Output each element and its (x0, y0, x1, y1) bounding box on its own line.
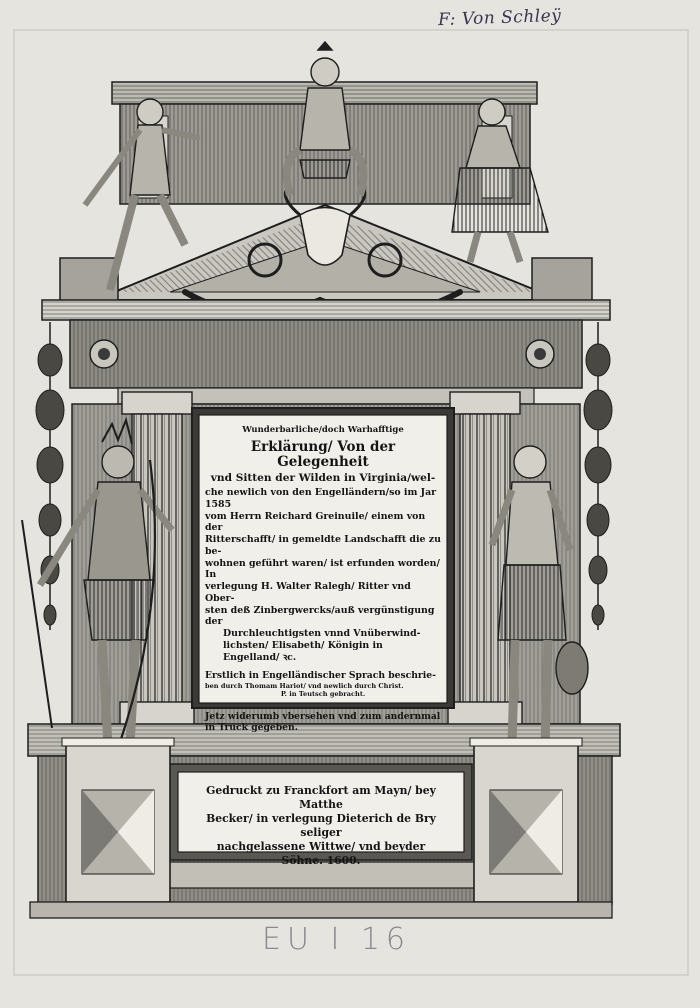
title-body-line: verlegung H. Walter Ralegh/ Ritter vnd Ober- (205, 581, 411, 604)
edition-note-line: in Truck gegeben. (205, 722, 298, 734)
right-upper-plinth (532, 258, 592, 304)
translation-note-line: P. in Teutsch gebracht. (280, 689, 366, 698)
main-cornice (42, 300, 610, 404)
title-body-line: Engelland/ ꝛc. (223, 651, 297, 663)
title-body-line: vom Herrn Reichard Greinuile/ einem von der (205, 510, 426, 534)
title-body-line: lichsten/ Elisabeth/ Königin in (223, 639, 383, 651)
imprint-line: Becker/ in verlegung Dieterich de Bry seliger (206, 812, 436, 840)
imprint-line: Söhne. 1600. (281, 854, 361, 868)
edition-note (205, 711, 441, 734)
title-body-line: Durchleuchtigsten vnnd Vnüberwind- (223, 628, 421, 640)
translation-note-line: Erstlich in Engelländischer Sprach beschrie- (205, 670, 436, 682)
shelfmark: EU I 16 (262, 922, 412, 957)
main-title-line: vnd Sitten der Wilden in Virginia/wel- (210, 471, 436, 484)
imprint-text (185, 778, 457, 868)
title-body-line: wohnen geführt waren/ ist erfunden worden/ In (205, 557, 440, 581)
imprint-line: Gedruckt zu Franckfort am Mayn/ bey Matthe (206, 784, 436, 812)
right-garland (584, 322, 612, 630)
title-body-line: Ritterschafft/ in gemeldte Landschafft die zu be- (205, 534, 441, 557)
title-body (205, 487, 441, 663)
title-body-line: che newlich von den Engelländern/so im Jar 1585 (205, 487, 437, 510)
title-body-line: sten deß Zinbergwercks/auß vergünstigung der (205, 604, 435, 628)
translation-note-line: ben durch Thomam Hariot/ vnd newlich durch Christ. (205, 682, 404, 691)
title-intro: Wunderbarliche/doch Warhafftige (242, 425, 404, 435)
main-title (205, 440, 441, 485)
imprint-line: nachgelassene Wittwe/ vnd beyder (216, 840, 426, 854)
owner-signature: F: Von Schleÿ (437, 5, 562, 31)
title-text-block (205, 422, 441, 734)
edition-note-line: Jetz widerumb vbersehen vnd zum andernmal (205, 710, 441, 722)
main-title-line: Erklärung/ Von der Gelegenheit (250, 438, 396, 470)
